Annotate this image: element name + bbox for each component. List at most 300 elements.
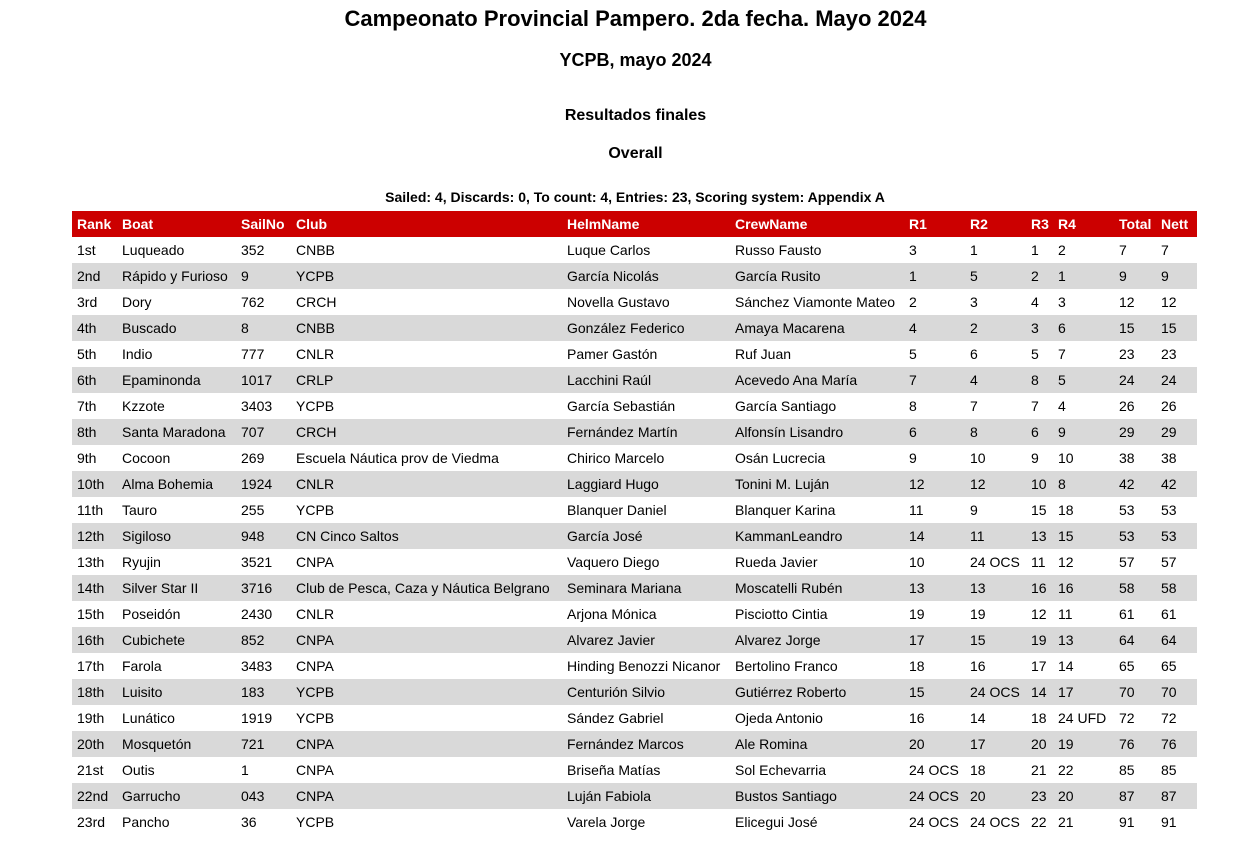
cell-club: Club de Pesca, Caza y Náutica Belgrano bbox=[291, 575, 562, 601]
cell-nett: 65 bbox=[1161, 658, 1177, 674]
cell-r1: 10 bbox=[909, 554, 925, 570]
col-header-sailno: SailNo bbox=[236, 211, 291, 237]
cell-helmname: Varela Jorge bbox=[567, 814, 646, 830]
cell-sailno: 1 bbox=[241, 762, 249, 778]
cell-sailno: 352 bbox=[241, 242, 265, 258]
cell-r4: 2 bbox=[1058, 242, 1066, 258]
cell-crewname: Bertolino Franco bbox=[735, 658, 838, 674]
cell-r3: 23 bbox=[1026, 783, 1053, 809]
cell-boat: Epaminonda bbox=[117, 367, 236, 393]
cell-total: 15 bbox=[1114, 315, 1156, 341]
cell-r2: 13 bbox=[965, 575, 1026, 601]
cell-r4: 6 bbox=[1053, 315, 1114, 341]
cell-r4: 5 bbox=[1053, 367, 1114, 393]
cell-total: 26 bbox=[1119, 398, 1135, 414]
cell-r1: 6 bbox=[904, 419, 965, 445]
col-header-club: Club bbox=[291, 211, 562, 237]
cell-helmname: Seminara Mariana bbox=[562, 575, 730, 601]
cell-r4: 8 bbox=[1053, 471, 1114, 497]
cell-rank: 5th bbox=[77, 346, 97, 362]
cell-r3: 10 bbox=[1026, 471, 1053, 497]
cell-crewname: Osán Lucrecia bbox=[735, 450, 826, 466]
cell-r4: 11 bbox=[1058, 606, 1073, 622]
cell-crewname: KammanLeandro bbox=[730, 523, 904, 549]
cell-crewname: Elicegui José bbox=[735, 814, 818, 830]
cell-r2: 19 bbox=[970, 606, 986, 622]
cell-crewname: Moscatelli Rubén bbox=[730, 575, 904, 601]
cell-total: 91 bbox=[1119, 814, 1135, 830]
cell-rank: 19th bbox=[77, 710, 105, 726]
cell-r1: 1 bbox=[904, 263, 965, 289]
cell-r4: 24 UFD bbox=[1058, 710, 1107, 726]
cell-r3: 5 bbox=[1031, 346, 1039, 362]
cell-helmname: García José bbox=[562, 523, 730, 549]
table-row bbox=[72, 263, 1197, 289]
cell-helmname: García Nicolás bbox=[562, 263, 730, 289]
cell-sailno: 36 bbox=[241, 814, 257, 830]
cell-crewname: Ruf Juan bbox=[735, 346, 792, 362]
table-row bbox=[72, 237, 1197, 263]
cell-r4: 13 bbox=[1053, 627, 1114, 653]
cell-total: 61 bbox=[1119, 606, 1135, 622]
cell-club: CNBB bbox=[296, 242, 335, 258]
table-row bbox=[72, 341, 1197, 367]
cell-sailno: 852 bbox=[236, 627, 291, 653]
cell-r2: 12 bbox=[965, 471, 1026, 497]
cell-club: YCPB bbox=[291, 679, 562, 705]
cell-boat: Buscado bbox=[117, 315, 236, 341]
group-heading: Overall bbox=[608, 145, 663, 162]
cell-rank: 16th bbox=[72, 627, 117, 653]
cell-club: CNLR bbox=[296, 606, 335, 622]
cell-r4: 4 bbox=[1058, 398, 1066, 414]
cell-r4: 15 bbox=[1053, 523, 1114, 549]
cell-nett: 76 bbox=[1156, 731, 1197, 757]
cell-total: 70 bbox=[1114, 679, 1156, 705]
cell-total: 64 bbox=[1114, 627, 1156, 653]
cell-r3: 4 bbox=[1031, 294, 1039, 310]
cell-club: CNPA bbox=[296, 554, 334, 570]
cell-r1: 5 bbox=[909, 346, 917, 362]
cell-r3: 16 bbox=[1026, 575, 1053, 601]
cell-r3: 9 bbox=[1031, 450, 1039, 466]
cell-r1: 13 bbox=[904, 575, 965, 601]
cell-helmname: Alvarez Javier bbox=[562, 627, 730, 653]
cell-club: YCPB bbox=[296, 502, 335, 518]
cell-helmname: Chirico Marcelo bbox=[567, 450, 665, 466]
cell-sailno: 043 bbox=[236, 783, 291, 809]
cell-helmname: Arjona Mónica bbox=[567, 606, 657, 622]
cell-club: CRCH bbox=[291, 419, 562, 445]
cell-rank: 22nd bbox=[72, 783, 117, 809]
col-header-r1: R1 bbox=[904, 211, 965, 237]
table-row bbox=[72, 575, 1197, 601]
cell-rank: 3rd bbox=[77, 294, 98, 310]
cell-boat: Alma Bohemia bbox=[117, 471, 236, 497]
cell-r4: 7 bbox=[1058, 346, 1066, 362]
cell-boat: Luqueado bbox=[122, 242, 185, 258]
cell-crewname: Gutiérrez Roberto bbox=[730, 679, 904, 705]
cell-r2: 14 bbox=[970, 710, 986, 726]
cell-club: YCPB bbox=[296, 398, 335, 414]
cell-helmname: Hinding Benozzi Nicanor bbox=[567, 658, 721, 674]
cell-total: 12 bbox=[1119, 294, 1135, 310]
cell-rank: 10th bbox=[72, 471, 117, 497]
cell-rank: 7th bbox=[77, 398, 97, 414]
cell-nett: 29 bbox=[1156, 419, 1197, 445]
cell-total: 53 bbox=[1119, 502, 1135, 518]
cell-r2: 24 OCS bbox=[965, 679, 1026, 705]
cell-r1: 11 bbox=[909, 502, 924, 518]
cell-r4: 3 bbox=[1058, 294, 1066, 310]
cell-boat: Lunático bbox=[122, 710, 175, 726]
cell-sailno: 8 bbox=[236, 315, 291, 341]
cell-r2: 10 bbox=[970, 450, 986, 466]
cell-crewname: Acevedo Ana María bbox=[730, 367, 904, 393]
cell-boat: Ryujin bbox=[122, 554, 161, 570]
cell-r2: 9 bbox=[970, 502, 978, 518]
cell-helmname: Centurión Silvio bbox=[562, 679, 730, 705]
cell-r2: 6 bbox=[970, 346, 978, 362]
table-row bbox=[72, 367, 1197, 393]
results-body bbox=[72, 237, 1197, 835]
cell-r3: 13 bbox=[1026, 523, 1053, 549]
cell-sailno: 3403 bbox=[241, 398, 273, 414]
cell-crewname: Ale Romina bbox=[730, 731, 904, 757]
cell-r3: 18 bbox=[1031, 710, 1047, 726]
col-header-boat: Boat bbox=[117, 211, 236, 237]
cell-r2: 24 OCS bbox=[970, 554, 1020, 570]
cell-total: 65 bbox=[1119, 658, 1135, 674]
cell-total: 72 bbox=[1119, 710, 1135, 726]
cell-club: CN Cinco Saltos bbox=[291, 523, 562, 549]
cell-sailno: 1924 bbox=[236, 471, 291, 497]
cell-club: CNBB bbox=[291, 315, 562, 341]
cell-sailno: 3521 bbox=[241, 554, 273, 570]
cell-r2: 20 bbox=[965, 783, 1026, 809]
cell-helmname: Briseña Matías bbox=[567, 762, 661, 778]
cell-helmname: Fernández Marcos bbox=[562, 731, 730, 757]
cell-nett: 38 bbox=[1161, 450, 1177, 466]
cell-nett: 42 bbox=[1156, 471, 1197, 497]
cell-r4: 10 bbox=[1058, 450, 1074, 466]
cell-r2: 17 bbox=[965, 731, 1026, 757]
col-header-rank: Rank bbox=[72, 211, 117, 237]
cell-club: CNPA bbox=[291, 627, 562, 653]
cell-club: CRLP bbox=[291, 367, 562, 393]
cell-helmname: Vaquero Diego bbox=[567, 554, 660, 570]
cell-nett: 57 bbox=[1161, 554, 1177, 570]
event-subtitle: YCPB, mayo 2024 bbox=[559, 50, 712, 70]
cell-r4: 20 bbox=[1053, 783, 1114, 809]
cell-rank: 13th bbox=[77, 554, 105, 570]
cell-helmname: Laggiard Hugo bbox=[562, 471, 730, 497]
cell-nett: 91 bbox=[1161, 814, 1177, 830]
cell-rank: 9th bbox=[77, 450, 97, 466]
table-row bbox=[72, 419, 1197, 445]
table-row bbox=[72, 705, 1197, 731]
cell-r3: 19 bbox=[1026, 627, 1053, 653]
cell-r2: 11 bbox=[965, 523, 1026, 549]
cell-sailno: 1017 bbox=[236, 367, 291, 393]
cell-sailno: 255 bbox=[241, 502, 265, 518]
cell-r1: 16 bbox=[909, 710, 925, 726]
cell-r2: 18 bbox=[970, 762, 986, 778]
cell-club: CNLR bbox=[296, 346, 335, 362]
cell-sailno: 1919 bbox=[241, 710, 273, 726]
cell-boat: Sigiloso bbox=[117, 523, 236, 549]
cell-rank: 14th bbox=[72, 575, 117, 601]
cell-rank: 21st bbox=[77, 762, 104, 778]
cell-boat: Farola bbox=[122, 658, 162, 674]
cell-crewname: Rueda Javier bbox=[735, 554, 818, 570]
cell-boat: Silver Star II bbox=[117, 575, 236, 601]
cell-r1: 20 bbox=[904, 731, 965, 757]
col-header-crewname: CrewName bbox=[730, 211, 904, 237]
cell-total: 7 bbox=[1119, 242, 1127, 258]
cell-total: 23 bbox=[1119, 346, 1135, 362]
cell-r4: 21 bbox=[1058, 814, 1074, 830]
cell-sailno: 2430 bbox=[241, 606, 273, 622]
cell-boat: Pancho bbox=[122, 814, 170, 830]
cell-club: YCPB bbox=[296, 814, 335, 830]
cell-club: CNPA bbox=[296, 762, 334, 778]
results-header-row bbox=[72, 211, 1197, 237]
cell-helmname: Pamer Gastón bbox=[567, 346, 658, 362]
cell-r2: 5 bbox=[965, 263, 1026, 289]
cell-rank: 23rd bbox=[77, 814, 106, 830]
cell-r2: 7 bbox=[970, 398, 978, 414]
cell-r1: 8 bbox=[909, 398, 917, 414]
col-header-nett: Nett bbox=[1156, 211, 1197, 237]
table-row bbox=[72, 757, 1197, 783]
cell-r2: 2 bbox=[965, 315, 1026, 341]
cell-rank: 4th bbox=[72, 315, 117, 341]
cell-r1: 12 bbox=[904, 471, 965, 497]
cell-r3: 14 bbox=[1026, 679, 1053, 705]
cell-boat: Garrucho bbox=[117, 783, 236, 809]
cell-r3: 1 bbox=[1031, 242, 1039, 258]
cell-sailno: 777 bbox=[241, 346, 265, 362]
cell-rank: 20th bbox=[72, 731, 117, 757]
results-table bbox=[72, 211, 1197, 835]
cell-total: 42 bbox=[1114, 471, 1156, 497]
cell-club: CNPA bbox=[291, 731, 562, 757]
cell-crewname: Bustos Santiago bbox=[730, 783, 904, 809]
cell-r3: 7 bbox=[1031, 398, 1039, 414]
table-row bbox=[72, 731, 1197, 757]
cell-r2: 1 bbox=[970, 242, 978, 258]
cell-crewname: Alvarez Jorge bbox=[730, 627, 904, 653]
cell-crewname: García Santiago bbox=[735, 398, 837, 414]
cell-sailno: 183 bbox=[236, 679, 291, 705]
col-header-helmname: HelmName bbox=[562, 211, 730, 237]
cell-total: 85 bbox=[1119, 762, 1135, 778]
cell-r1: 24 OCS bbox=[909, 762, 959, 778]
cell-boat: Kzzote bbox=[122, 398, 165, 414]
cell-nett: 87 bbox=[1156, 783, 1197, 809]
cell-club: YCPB bbox=[296, 710, 335, 726]
cell-boat: Luisito bbox=[117, 679, 236, 705]
cell-sailno: 948 bbox=[236, 523, 291, 549]
cell-r3: 2 bbox=[1026, 263, 1053, 289]
cell-boat: Rápido y Furioso bbox=[117, 263, 236, 289]
cell-boat: Santa Maradona bbox=[117, 419, 236, 445]
cell-rank: 2nd bbox=[72, 263, 117, 289]
cell-helmname: Sández Gabriel bbox=[567, 710, 664, 726]
cell-nett: 53 bbox=[1161, 502, 1177, 518]
cell-r2: 16 bbox=[970, 658, 986, 674]
col-header-r3: R3 bbox=[1026, 211, 1053, 237]
cell-r3: 15 bbox=[1031, 502, 1047, 518]
cell-boat: Dory bbox=[122, 294, 152, 310]
cell-r2: 3 bbox=[970, 294, 978, 310]
section-heading: Resultados finales bbox=[564, 107, 707, 124]
cell-r1: 24 OCS bbox=[909, 814, 959, 830]
cell-rank: 17th bbox=[77, 658, 105, 674]
cell-helmname: Blanquer Daniel bbox=[567, 502, 667, 518]
cell-r1: 24 OCS bbox=[904, 783, 965, 809]
cell-r3: 22 bbox=[1031, 814, 1047, 830]
table-row bbox=[72, 471, 1197, 497]
cell-boat: Cocoon bbox=[122, 450, 171, 466]
cell-nett: 58 bbox=[1156, 575, 1197, 601]
cell-total: 57 bbox=[1119, 554, 1135, 570]
col-header-r2: R2 bbox=[965, 211, 1026, 237]
cell-sailno: 3483 bbox=[241, 658, 273, 674]
cell-r3: 6 bbox=[1026, 419, 1053, 445]
cell-rank: 8th bbox=[72, 419, 117, 445]
cell-r4: 1 bbox=[1053, 263, 1114, 289]
cell-total: 38 bbox=[1119, 450, 1135, 466]
cell-r1: 7 bbox=[904, 367, 965, 393]
cell-r4: 22 bbox=[1058, 762, 1074, 778]
cell-r2: 24 OCS bbox=[970, 814, 1020, 830]
cell-nett: 61 bbox=[1161, 606, 1177, 622]
table-row bbox=[72, 523, 1197, 549]
cell-r4: 19 bbox=[1053, 731, 1114, 757]
cell-total: 29 bbox=[1114, 419, 1156, 445]
cell-nett: 9 bbox=[1156, 263, 1197, 289]
cell-r3: 3 bbox=[1026, 315, 1053, 341]
cell-nett: 24 bbox=[1156, 367, 1197, 393]
cell-boat: Poseidón bbox=[122, 606, 181, 622]
table-row bbox=[72, 783, 1197, 809]
scoring-summary: Sailed: 4, Discards: 0, To count: 4, Entries: 23, Scoring system: Appendix A bbox=[385, 189, 885, 205]
cell-boat: Tauro bbox=[122, 502, 158, 518]
cell-crewname: García Rusito bbox=[730, 263, 904, 289]
cell-nett: 26 bbox=[1161, 398, 1177, 414]
page-title: Campeonato Provincial Pampero. 2da fecha. Mayo 2024 bbox=[344, 6, 927, 31]
cell-r2: 8 bbox=[965, 419, 1026, 445]
cell-club: YCPB bbox=[291, 263, 562, 289]
cell-club: Escuela Náutica prov de Viedma bbox=[296, 450, 499, 466]
cell-r3: 11 bbox=[1031, 554, 1046, 570]
cell-r1: 9 bbox=[909, 450, 917, 466]
cell-nett: 85 bbox=[1161, 762, 1177, 778]
col-header-total: Total bbox=[1114, 211, 1156, 237]
table-row bbox=[72, 653, 1197, 679]
cell-crewname: Sánchez Viamonte Mateo bbox=[735, 294, 896, 310]
cell-r2: 15 bbox=[965, 627, 1026, 653]
cell-helmname: García Sebastián bbox=[567, 398, 676, 414]
cell-nett: 70 bbox=[1156, 679, 1197, 705]
cell-sailno: 762 bbox=[241, 294, 265, 310]
cell-nett: 72 bbox=[1161, 710, 1177, 726]
table-row bbox=[72, 289, 1197, 315]
cell-crewname: Ojeda Antonio bbox=[735, 710, 823, 726]
cell-total: 87 bbox=[1114, 783, 1156, 809]
cell-boat: Outis bbox=[122, 762, 155, 778]
cell-total: 76 bbox=[1114, 731, 1156, 757]
cell-r3: 21 bbox=[1031, 762, 1047, 778]
col-header-r4: R4 bbox=[1053, 211, 1114, 237]
cell-nett: 7 bbox=[1161, 242, 1169, 258]
table-row bbox=[72, 601, 1197, 627]
cell-boat: Cubichete bbox=[117, 627, 236, 653]
cell-rank: 12th bbox=[72, 523, 117, 549]
cell-nett: 23 bbox=[1161, 346, 1177, 362]
cell-helmname: Novella Gustavo bbox=[567, 294, 670, 310]
cell-boat: Indio bbox=[122, 346, 153, 362]
cell-helmname: Lacchini Raúl bbox=[562, 367, 730, 393]
cell-total: 58 bbox=[1114, 575, 1156, 601]
cell-helmname: Luján Fabiola bbox=[562, 783, 730, 809]
cell-club: CNLR bbox=[291, 471, 562, 497]
table-row bbox=[72, 497, 1197, 523]
cell-helmname: González Federico bbox=[562, 315, 730, 341]
cell-r4: 12 bbox=[1058, 554, 1074, 570]
cell-rank: 15th bbox=[77, 606, 105, 622]
table-row bbox=[72, 445, 1197, 471]
table-row bbox=[72, 393, 1197, 419]
cell-rank: 11th bbox=[77, 502, 104, 518]
cell-r1: 14 bbox=[904, 523, 965, 549]
cell-helmname: Luque Carlos bbox=[567, 242, 651, 258]
cell-club: CNPA bbox=[291, 783, 562, 809]
cell-total: 24 bbox=[1114, 367, 1156, 393]
cell-sailno: 721 bbox=[236, 731, 291, 757]
cell-club: CNPA bbox=[296, 658, 334, 674]
cell-nett: 53 bbox=[1156, 523, 1197, 549]
cell-r1: 4 bbox=[904, 315, 965, 341]
cell-r4: 18 bbox=[1058, 502, 1074, 518]
cell-crewname: Pisciotto Cintia bbox=[735, 606, 828, 622]
cell-r3: 17 bbox=[1031, 658, 1047, 674]
cell-sailno: 707 bbox=[236, 419, 291, 445]
cell-r4: 14 bbox=[1058, 658, 1074, 674]
table-row bbox=[72, 549, 1197, 575]
cell-sailno: 9 bbox=[236, 263, 291, 289]
cell-total: 9 bbox=[1114, 263, 1156, 289]
cell-r1: 19 bbox=[909, 606, 925, 622]
cell-crewname: Sol Echevarria bbox=[735, 762, 827, 778]
cell-r1: 15 bbox=[904, 679, 965, 705]
cell-r4: 17 bbox=[1053, 679, 1114, 705]
cell-crewname: Blanquer Karina bbox=[735, 502, 836, 518]
cell-r3: 8 bbox=[1026, 367, 1053, 393]
cell-rank: 18th bbox=[72, 679, 117, 705]
cell-crewname: Russo Fausto bbox=[735, 242, 822, 258]
cell-crewname: Tonini M. Luján bbox=[730, 471, 904, 497]
cell-r4: 9 bbox=[1053, 419, 1114, 445]
table-row bbox=[72, 679, 1197, 705]
cell-nett: 15 bbox=[1156, 315, 1197, 341]
cell-rank: 1st bbox=[77, 242, 96, 258]
cell-crewname: Alfonsín Lisandro bbox=[730, 419, 904, 445]
cell-total: 53 bbox=[1114, 523, 1156, 549]
cell-nett: 64 bbox=[1156, 627, 1197, 653]
